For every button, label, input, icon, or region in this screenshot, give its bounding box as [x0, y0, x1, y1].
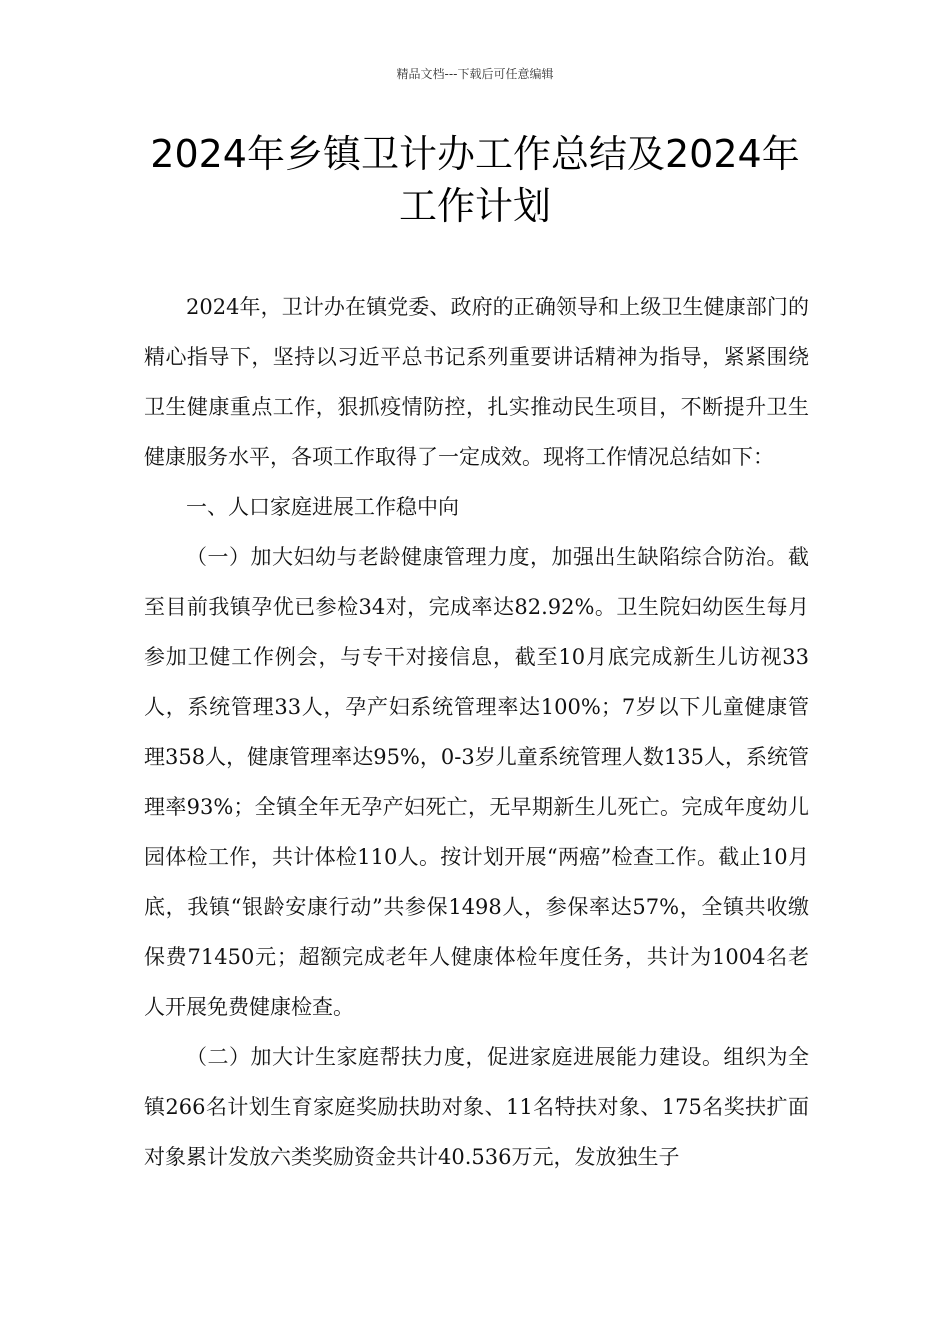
subsection-paragraph-1: （一）加大妇幼与老龄健康管理力度，加强出生缺陷综合防治。截至目前我镇孕优已参检34对，完成率达82.92%。卫生院妇幼医生每月参加卫健工作例会，与专干对接信息，截至10月底完成新生儿访视33人，系统管理33人，孕产妇系统管理率达100%；7岁以下儿童健康管理358人，健康管理率达95%，0-3岁儿童系统管理人数135人，系统管理率93%；全镇全年无孕产妇死亡，无早期新生儿死亡。完成年度幼儿园体检工作，共计体检110人。按计划开展“两癌”检查工作。截止10月底，我镇“银龄安康行动”共参保1498人，参保率达57%，全镇共收缴保费71450元；超额完成老年人健康体检年度任务，共计为1004名老人开展免费健康检查。: [144, 545, 809, 1019]
intro-paragraph: 2024年，卫计办在镇党委、政府的正确领导和上级卫生健康部门的精心指导下，坚持以习近平总书记系列重要讲话精神为指导，紧紧围绕卫生健康重点工作，狠抓疫情防控，扎实推动民生项目，不断提升卫生健康服务水平，各项工作取得了一定成效。现将工作情况总结如下：: [144, 295, 809, 469]
page-header: 精品文档---下载后可任意编辑: [396, 67, 554, 81]
document-body: [144, 282, 809, 1182]
subsection-paragraph-2: （二）加大计生家庭帮扶力度，促进家庭进展能力建设。组织为全镇266名计划生育家庭奖励扶助对象、11名特扶对象、175名奖扶扩面对象累计发放六类奖励资金共计40.536万元，发放独生子: [144, 1045, 809, 1169]
section-heading: 一、人口家庭进展工作稳中向: [186, 495, 459, 519]
title-line-2: 工作计划: [398, 184, 551, 228]
title-line-1: 2024年乡镇卫计办工作总结及2024年: [150, 132, 800, 176]
document-title: [100, 128, 850, 232]
